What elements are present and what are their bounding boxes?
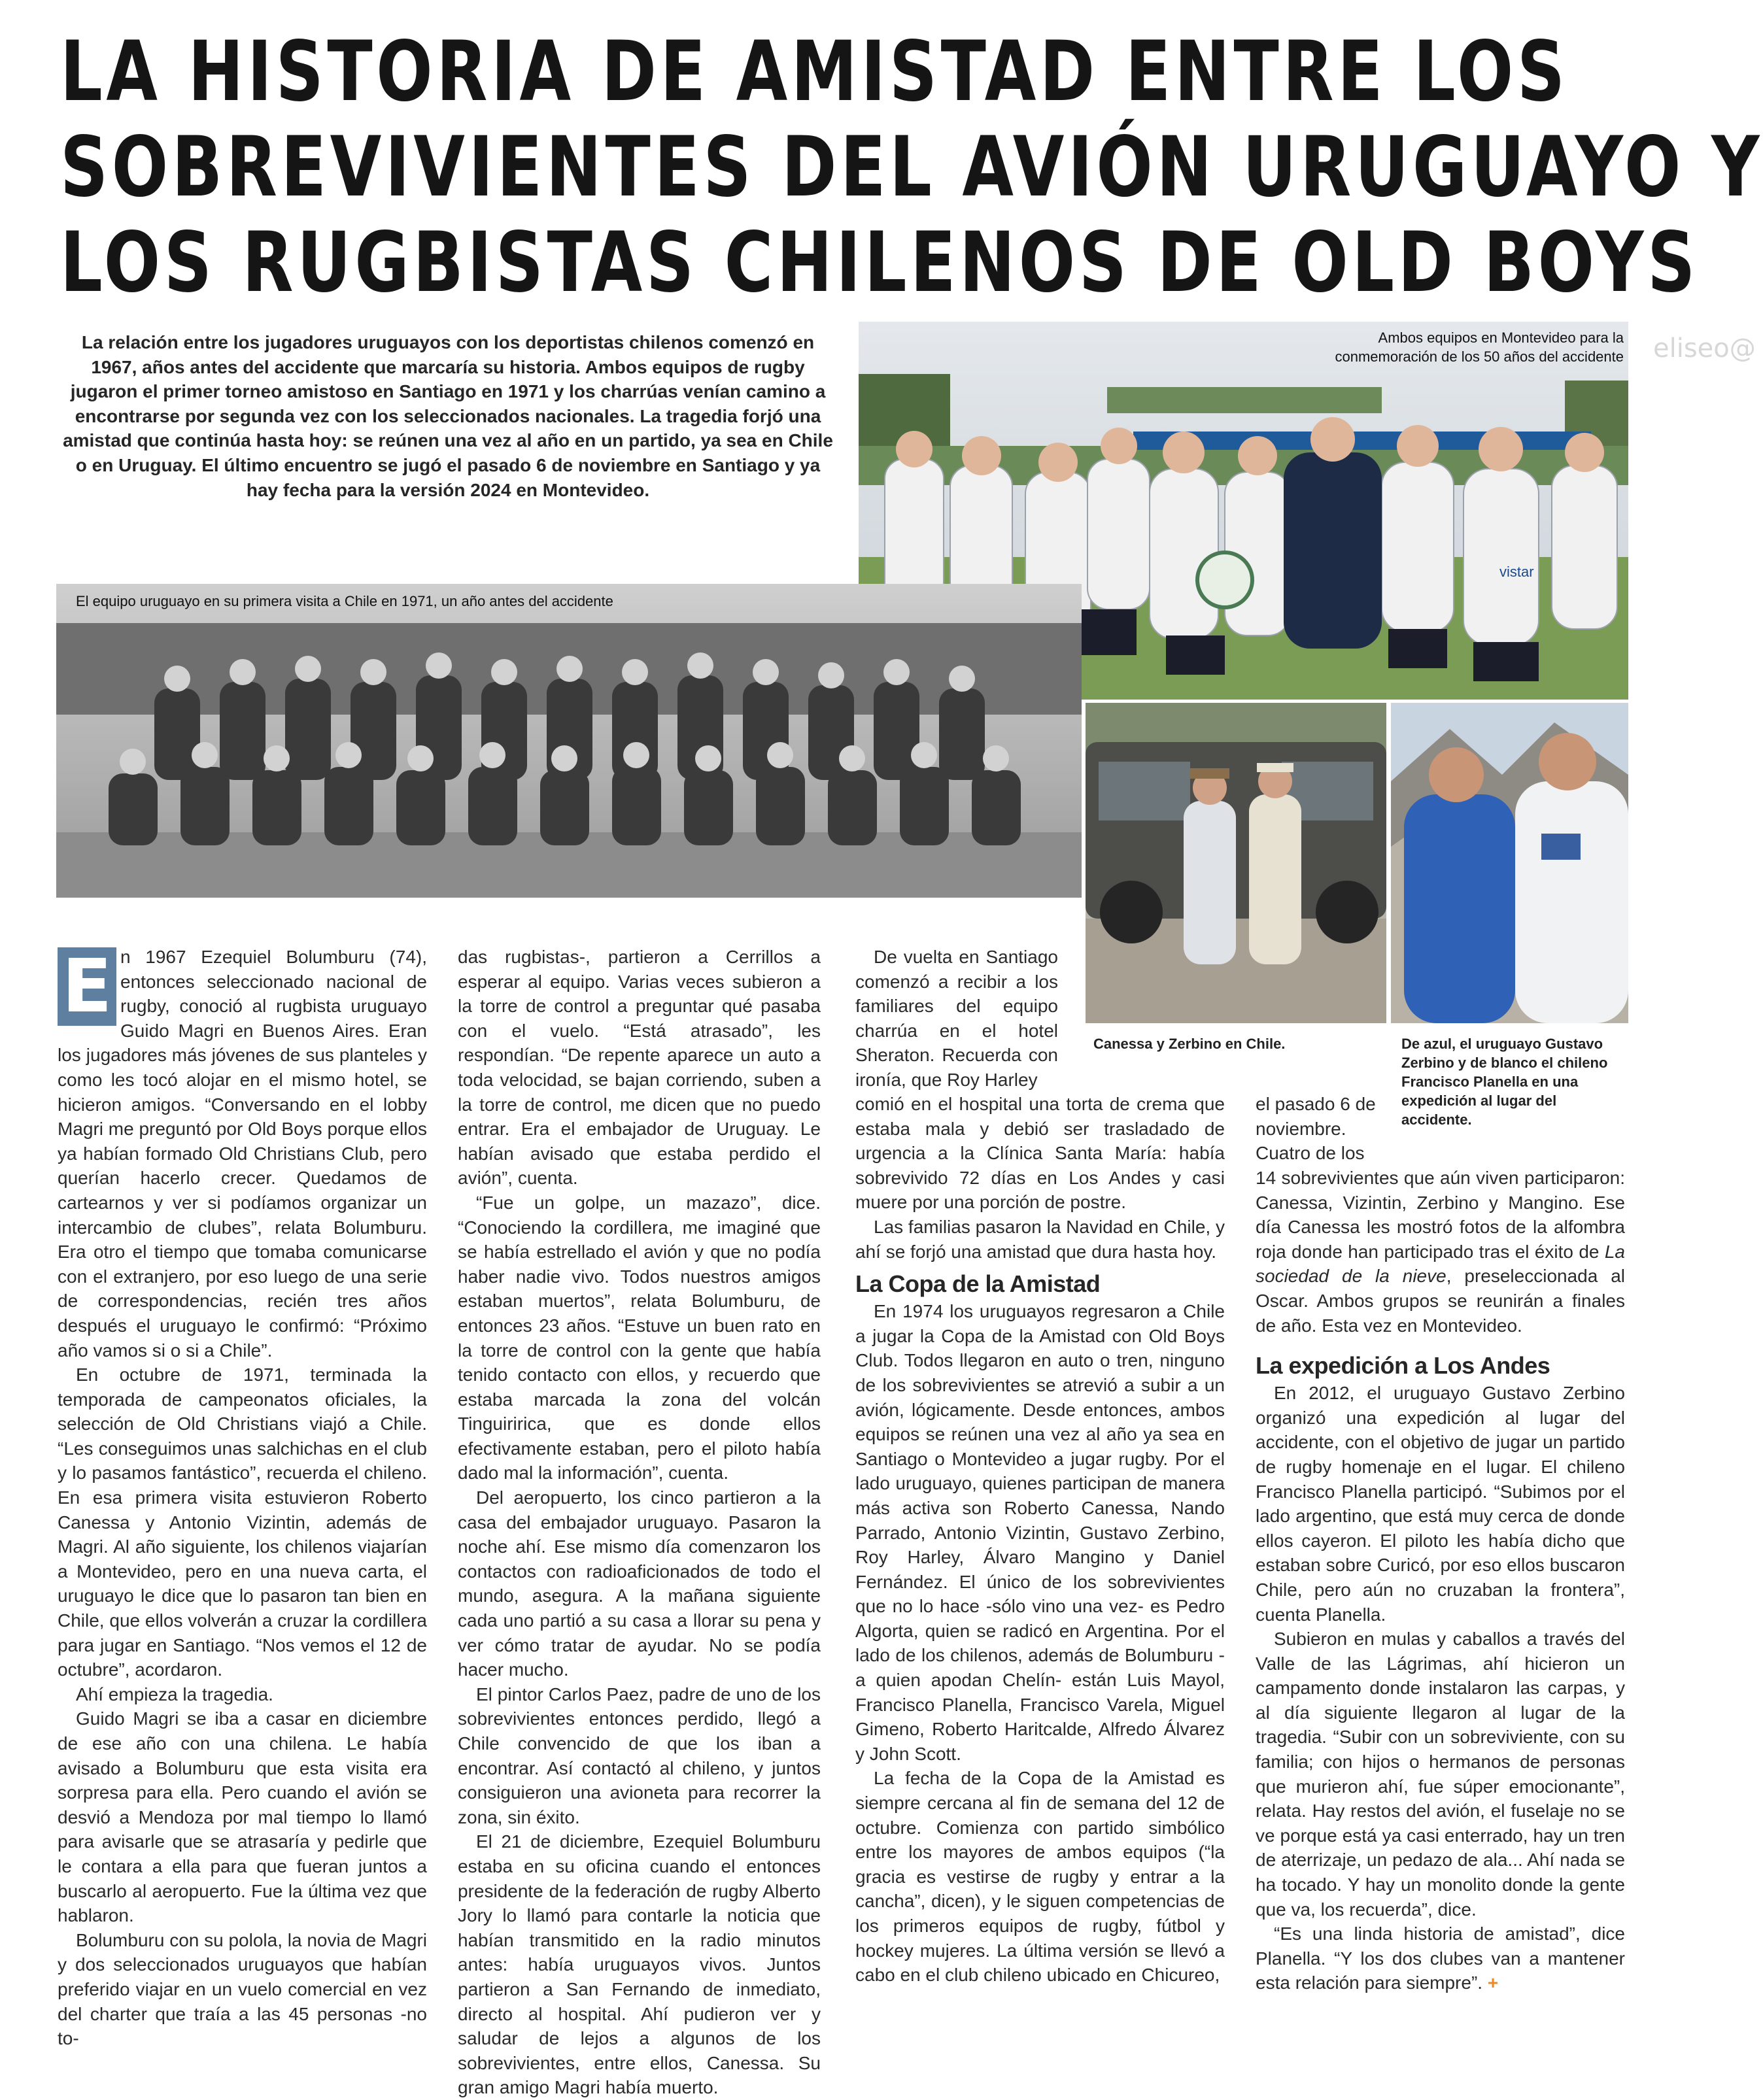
body-paragraph: El pintor Carlos Paez, padre de uno de los sobrevivientes entonces perdido, llegó a Chile convencido de que los iban a encontrar. Así contactó al chileno, y juntos consiguieron una avioneta para recorrer la zona, sin éxito. <box>458 1684 821 1827</box>
body-paragraph: Del aeropuerto, los cinco partieron a la casa del embajador uruguayo. Pasaron la noche ahí. Ese mismo día comenzaron los contactos con radioaficionados de todo el mundo, asegura. A la mañana siguiente cada uno partió a su casa a llorar su pena y ver cómo tratar de ayudar. No se podía hacer mucho. <box>458 1487 821 1680</box>
end-mark-icon: + <box>1487 1973 1499 1993</box>
body-paragraph: Ahí empieza la tragedia. <box>76 1684 273 1704</box>
banner-text: vistar <box>1499 564 1534 580</box>
body-paragraph: “Fue un golpe, un mazazo”, dice. “Conociendo la cordillera, me imaginé que se había estrellado el avión y que no podía haber nadie vivo. Todos nuestros amigos estaban muertos”, relata Bolumburu, de entonces 23 años. “Estuve un buen rato en la torre de control con la gente que había tenido contacto con ellos, y recuerdo que estaba marcada la zona del volcán Tinguiririca, que es donde ellos efectivamente estaban, pero el piloto había dado mal la información”, cuenta. <box>458 1192 821 1483</box>
film-title: La sociedad de la nieve <box>1256 1241 1625 1287</box>
body-paragraph: La fecha de la Copa de la Amistad es siempre cercana al fin de semana del 12 de octubre. Comienza con partido simbólico entre los mayores de ambos equipos (“la gracia es vestirse de rugby y entrar a la cancha”, dicen), y le siguen competencias de los primeros equipos de rugby, fútbol y hockey mujeres. La última versión se llevó a cabo en el club chileno ubicado en Chicureo, <box>855 1768 1225 1986</box>
body-column-1 <box>58 945 427 2051</box>
body-paragraph: En 2012, el uruguayo Gustavo Zerbino organizó una expedición al lugar del accidente, con el objetivo de jugar un partido de rugby homenaje en el lugar. El chileno Francisco Planella participó. “Subimos por el lado argentino, que está muy cerca de donde ellos cayeron. El piloto les había dicho que estaban sobre Curicó, por eso ellos buscaron Chile, pero aún no cruzaban la frontera”, cuenta Planella. <box>1256 1383 1625 1625</box>
body-paragraph <box>1256 1922 1625 1995</box>
body-paragraph: comió en el hospital una torta de crema que estaba mala y debió ser trasladado de urgencia a la Clínica Santa María: había sobrevivido 72 días en Los Andes y casi muere por una porción de postre. <box>855 1094 1225 1213</box>
body-column-4 <box>1256 1166 1625 1995</box>
body-column-3-top <box>855 945 1058 1092</box>
body-column-4-top <box>1256 1092 1386 1166</box>
subhead-copa-amistad: La Copa de la Amistad <box>855 1270 1101 1298</box>
body-paragraph <box>1256 1166 1625 1338</box>
headline-line-1: LA HISTORIA DE AMISTAD ENTRE LOS <box>60 23 1569 120</box>
body-paragraph: Bolumburu con su polola, la novia de Magri y dos seleccionados uruguayos que habían preferido viajar en un vuelo comercial en vez del charter que traía a las 45 personas -no to- <box>58 1929 427 2049</box>
canessa-zerbino-photo-illustration <box>1086 703 1386 1023</box>
body-paragraph: n 1967 Ezequiel Bolumburu (74), entonces seleccionado nacional de rugby, conoció al rugbista uruguayo Guido Magri en Buenos Aires. Eran los jugadores más jóvenes de sus planteles y como les tocó alojar en el mismo hotel, se hicieron amigos. “Conversando en el lobby Magri me preguntó por Old Boys porque ellos ya habían formado Old Christians Club, pero querían hacerlo crecer. Quedamos de cartearnos y ver si podíamos organizar un intercambio de clubes”, relata Bolumburu. Era otro el tiempo que tomaba comunicarse con el extranjero, por eso luego de una serie de correspondencias, recién tres años después el uruguayo le confirmó: “Próximo año vamos si o si a Chile”. <box>58 947 427 1361</box>
body-paragraph: En 1974 los uruguayos regresaron a Chile a jugar la Copa de la Amistad con Old Boys Club. Todos llegaron en auto o tren, ninguno de los sobrevivientes se atrevió a subir a un avión, lógicamente. Desde entonces, ambos equipos se reúnen una vez al año ya sea en Santiago o Montevideo a jugar rugby. Por el lado uruguayo, quienes participan de manera más activa son Roberto Canessa, Nando Parrado, Antonio Vizintin, Gustavo Zerbino, Roy Harley, Álvaro Mangino y Daniel Fernández. El único de los sobrevivientes que no lo hace -sólo vino una vez- es Pedro Algorta, quien se radicó en Argentina. Por el lado de los chilenos, además de Bolumburu -a quien apodan Chelín- están Luis Mayol, Francisco Planella, Francisco Varela, Miguel Gimeno, Roberto Haritcalde, Alfredo Álvarez y John Scott. <box>855 1301 1225 1764</box>
body-text: , preseleccionada al Oscar. Ambos grupos se reunirán a finales de año. Esta vez en Montevideo. <box>1256 1266 1626 1336</box>
body-column-3 <box>855 1092 1225 1988</box>
zerbino-planella-photo-illustration <box>1391 703 1628 1023</box>
photo-zerbino-planella <box>1391 703 1628 1023</box>
subhead-expedicion-andes: La expedición a Los Andes <box>1256 1352 1550 1380</box>
headline-line-2: SOBREVIVIENTES DEL AVIÓN URUGUAYO Y <box>60 118 1763 215</box>
body-column-2 <box>458 945 821 2100</box>
body-paragraph: das rugbistas-, partieron a Cerrillos a esperar al equipo. Varias veces subieron a la torre de control a preguntar qué pasaba con el vuelo. “Está atrasado”, les respondían. “De repente aparece un auto a toda velocidad, se bajan corriendo, suben a la torre de control, me dicen que no puedo entrar. Era el embajador de Uruguay. Le habían avisado que estaba perdido el avión”, cuenta. <box>458 947 821 1189</box>
lead-paragraph: La relación entre los jugadores uruguayos con los deportistas chilenos comenzó en 1967, años antes del accidente que marcaría su historia. Ambos equipos de rugby jugaron el primer torneo amistoso en Santiago en 1971 y los charrúas venían camino a encontrarse por segunda vez con los seleccionados nacionales. La tragedia forjó una amistad que continúa hasta hoy: se reúnen una vez al año en un partido, ya sea en Chile o en Uruguay. El último encuentro se jugó el pasado 6 de noviembre en Santiago y ya hay fecha para la versión 2024 en Montevideo. <box>63 332 833 500</box>
body-paragraph: Subieron en mulas y caballos a través del Valle de las Lágrimas, ahí hicieron un campamento donde instalaron las carpas, y al día siguiente llegaron al lugar de la tragedia. “Subir con un sobreviviente, con su familia; con hijos o hermanos de personas que murieron ahí, fue súper emocionante”, relata. Hay restos del avión, el fuselaje no se ve porque está ya casi enterrado, hay un tren de aterrizaje, un pedazo de ala... Ahí nada se ha tocado. Y hay un monolito donde la gente que va, los recuerda”, dice. <box>1256 1629 1625 1920</box>
body-paragraph: En octubre de 1971, terminada la temporada de campeonatos oficiales, la selección de Old Christians viajó a Chile. “Les conseguimos unas salchichas en el club y lo pasamos fantástico”, recuerda el chileno. En esa primera visita estuvieron Roberto Canessa y Antonio Vizintin, además de Magri. Al año siguiente, los chilenos viajarían a Montevideo, pero en una nueva carta, el uruguayo le dice que lo pasaron tan bien en Chile, que ellos volverán a cruzar la cordillera para jugar en Santiago. “Nos vemos el 12 de octubre”, acordaron. <box>58 1364 427 1680</box>
headline <box>60 23 1763 311</box>
photo-canessa-zerbino <box>1086 703 1386 1023</box>
drop-cap: E <box>58 947 116 1026</box>
body-text: 14 sobrevivientes que aún viven participaron: Canessa, Vizintin, Zerbino y Mangino. Ese día Canessa les mostró fotos de la alfombra roja donde han participado tras el éxito de <box>1256 1168 1625 1262</box>
body-paragraph: De vuelta en Santiago comenzó a recibir a los familiares del equipo charrúa en el hotel Sheraton. Recuerda con ironía, que Roy Harley <box>855 947 1058 1090</box>
body-paragraph: El 21 de diciembre, Ezequiel Bolumburu estaba en su oficina cuando el entonces presidente de la federación de rugby Alberto Jory lo llamó para contarle la noticia que habían transmitido en la radio minutos antes: había uruguayos vivos. Juntos partieron a San Fernando de inmediato, directo al hospital. Ahí pudieron ver y saludar de lejos a algunos de los sobrevivientes, entre ellos, Canessa. Su gran amigo Magri había muerto. <box>458 1831 821 2098</box>
watermark-text: eliseo@ <box>1653 333 1756 364</box>
photo-team-1971 <box>56 584 1082 898</box>
body-paragraph: el pasado 6 de noviembre. Cuatro de los <box>1256 1094 1376 1164</box>
body-paragraph: Las familias pasaron la Navidad en Chile, y ahí se forjó una amistad que dura hasta hoy. <box>855 1216 1225 1262</box>
caption-team-1971: El equipo uruguayo en su primera visita a Chile en 1971, un año antes del accidente <box>76 593 613 609</box>
headline-line-3: LOS RUGBISTAS CHILENOS DE OLD BOYS <box>60 214 1699 311</box>
caption-zerbino-planella: De azul, el uruguayo Gustavo Zerbino y de blanco el chileno Francisco Planella en una expedición al lugar del accidente. <box>1401 1036 1608 1128</box>
body-paragraph: Guido Magri se iba a casar en diciembre de ese año con una chilena. Le había avisado a Bolumburu que esta visita era sorpresa para ella. Pero cuando el avión se desvió a Mendoza por mal tiempo lo llamó para avisarle que se atrasaría y pedirle que le contara a ella para que fueran juntos a buscarlo al aeropuerto. Fue la última vez que hablaron. <box>58 1708 427 1926</box>
team-1971-photo-illustration <box>56 584 1082 898</box>
caption-montevideo: Ambos equipos en Montevideo para la conmemoración de los 50 años del accidente <box>1335 330 1624 365</box>
caption-canessa-zerbino: Canessa y Zerbino en Chile. <box>1093 1036 1286 1052</box>
body-text: “Es una linda historia de amistad”, dice Planella. “Y los dos clubes van a mantener esta relación para siempre”. <box>1256 1923 1625 1993</box>
